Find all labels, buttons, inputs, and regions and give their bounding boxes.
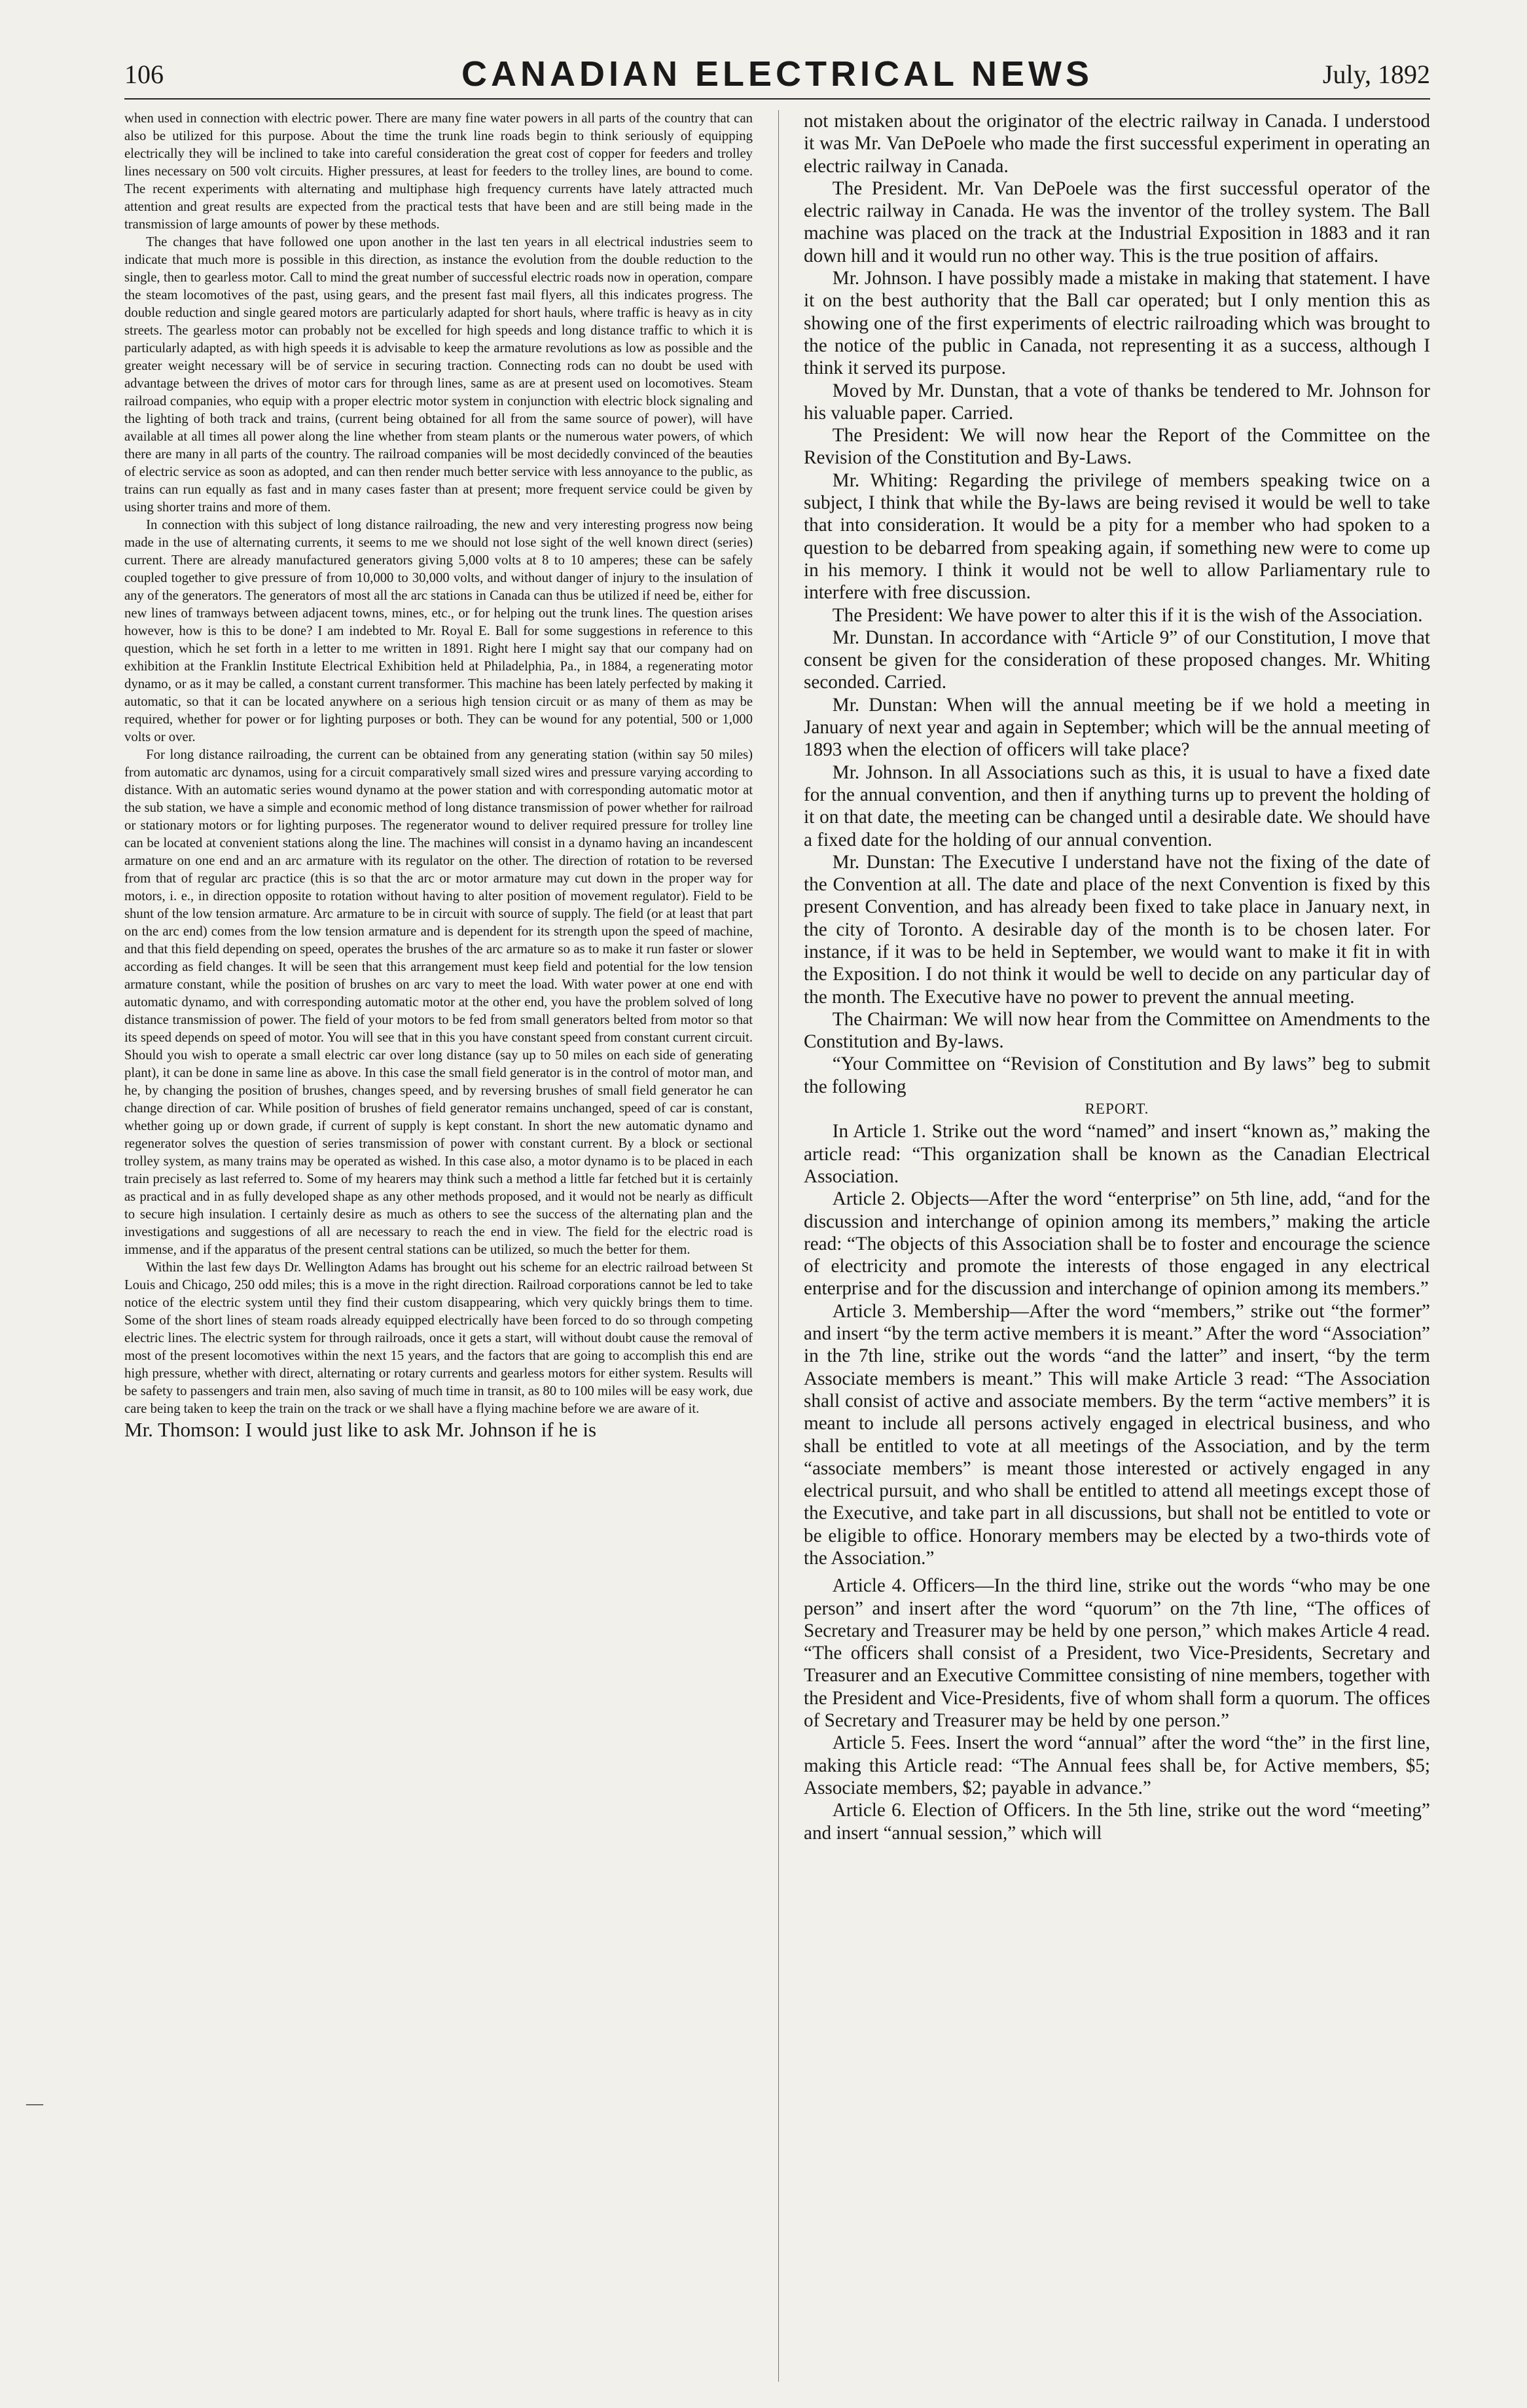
left-closing-line: Mr. Thomson: I would just like to ask Mr. Johnson if he is bbox=[124, 1418, 597, 1441]
page-number: 106 bbox=[124, 60, 164, 89]
right-paragraph: The President: We have power to alter this if it is the wish of the Association. bbox=[832, 604, 1423, 626]
masthead-title: CANADIAN ELECTRICAL NEWS bbox=[461, 54, 1093, 94]
report-article: Article 4. Officers—In the third line, strike out the words “who may be one person” and insert after the word “quorum” on the 7th line, “The offices of Secretary and Treasurer may be held by one person,” which makes Article 4 read. “The officers shall consist of a President, two Vice-Presidents, Secretary and Treasurer and an Executive Committee consisting of nine members, together with the President and Vice-Presidents, five of whom shall form a quorum. The offices of Secretary and Treasurer may be held by one person.” bbox=[804, 1575, 1430, 1732]
report-article: In Article 1. Strike out the word “named” and insert “known as,” making the article read: “This organization shall be known as the Canadian Electrical Association. bbox=[804, 1121, 1430, 1187]
right-paragraph: Mr. Whiting: Regarding the privilege of members speaking twice on a subject, I think that while the By-laws are being revised it would be well to take that into consideration. It would be a pity for a member who had spoken to a question to be debarred from speaking again, if something new were to come up in his memory. I think it would not be well to allow Parliamentary rule to interfere with free discussion. bbox=[804, 469, 1430, 604]
right-paragraph: Mr. Johnson. I have possibly made a mistake in making that statement. I have it on the best authority that the Ball car operated; but I only mention this as showing one of the first experiments of electric railroading which was brought to the notice of the public in Canada, not representing it as a success, although I think it served its purpose. bbox=[804, 268, 1430, 379]
page-header bbox=[124, 55, 1430, 100]
issue-date: July, 1892 bbox=[1322, 60, 1430, 89]
left-paragraph: For long distance railroading, the current can be obtained from any generating station (within say 50 miles) from automatic arc dynamos, using for a circuit comparatively small sized wires and pressure varying according to distance. With an automatic series wound dynamo at the power station and with corresponding automatic motor at the sub station, we have a simple and economic method of long distance transmission of power whether for railroad or stationary motors or for lighting purposes. The regenerator wound to deliver required pressure for trolley line can be located at convenient stations along the line. The machines will consist in a dynamo having an incandescent armature on one end and an arc armature with its regulator on the other. The direction of rotation to be reversed from that of regular arc practice (this is so that the arc or motor armature may cut down in the proper way for motors, i. e., in direction opposite to rotation without having to alter position of movement regulator). Field to be shunt of the low tension armature. Arc armature to be in circuit with source of supply. The field (or at least that part on the arc end) comes from the low tension armature and is dependent for its strength upon the speed of machine, and that this field depending on speed, operates the brushes of the arc armature so as to make it run faster or slower according as field changes. It will be seen that this arrangement must keep field and potential for the low tension armature constant, while the position of brushes on arc vary to meet the load. With water power at one end with automatic dynamo, and with corresponding automatic motor at the other end, you have the problem solved of long distance transmission of power. The field of your motors to be fed from small generators belted from motor so that its speed depends on speed of motor. You will see that in this you have constant speed from constant current circuit. Should you wish to operate a small electric car over long distance (say up to 50 miles on each side of generating plant), it can be done in same line as above. In this case the small field generator is in the control of motor man, and he, by changing the position of brushes, changes speed, and by reversing brushes of small field generator he can change direction of car. While position of brushes of field generator remains unchanged, speed of car is constant, whether going up or down grade, if current of supply is kept constant. In short the new automatic dynamo and regenerator solves the question of series transmission of power with constant current. By a block or sectional trolley system, as many trains may be operated as wished. In this case also, a motor dynamo is to be placed in each train precisely as last referred to. Some of my hearers may think such a method a little far fetched but it is certainly as practical and in as fully developed shape as any other methods proposed, and it would not be nearly as difficult to secure high insulation. I certainly desire as much as others to see the success of the alternating plan and the investigations and suggestions of all are necessary to reach the end in view. The field for the electric road is immense, and if the apparatus of the present central stations can be utilized, so much the better for them. bbox=[124, 748, 753, 1257]
column-divider bbox=[778, 110, 779, 2382]
left-paragraph: The changes that have followed one upon another in the last ten years in all electrical industries seem to indicate that much more is possible in this direction, as instance the evolution from the double reduction to the single, then to gearless motor. Call to mind the great number of successful electric roads now in operation, compare the steam locomotives of the past, using gears, and the present fast mail flyers, all this indicates progress. The double reduction and single geared motors are particularly adapted for short hauls, where traffic is heavy as in city streets. The gearless motor can probably not be excelled for high speeds and long distance traffic to which it is particularly adapted, as with high speeds it is advisable to keep the armature revolutions as low as possible and the greater weight necessary will be of service in securing traction. Connecting rods can no doubt be used with advantage between the drives of motor cars for through lines, same as are at present used on locomotives. Steam railroad companies, who equip with a proper electric motor system in conjunction with electric block signaling and the lighting of both track and trains, (current being obtained for all from the same source of power), will have available at all times all power along the line whether from steam plants or the numerous water powers, of which there are many in all parts of the country. The railroad companies will be most decidedly convinced of the beauties of electric service as soon as adopted, and can then render much better service with less annoyance to the public, as trains can run equally as fast and in many cases faster than at present; more frequent service could be given by using shorter trains and more of them. bbox=[124, 235, 753, 515]
right-paragraph: The Chairman: We will now hear from the Committee on Amendments to the Constitution and By-laws. bbox=[804, 1008, 1430, 1053]
right-paragraph: Mr. Johnson. In all Associations such as this, it is usual to have a fixed date for the annual convention, and then if anything turns up to prevent the holding of it on that date, the meeting can be changed until a desirable date. We should have a fixed date for the holding of our annual convention. bbox=[804, 761, 1430, 850]
report-article: Article 3. Membership—After the word “members,” strike out “the former” and insert “by the term active members it is meant.” After the word “Association” in the 7th line, strike out the words “and the latter” and insert, “by the term Associate members is meant.” This will make Article 3 read: “The Association shall consist of active and associate members. By the term “active members” it is meant to include all persons actively engaged in electrical business, and who shall be entitled to vote at all meetings of the Association, and by the term “associate members” is meant those interested or actively engaged in any electrical pursuit, and who shall be entitled to attend all meetings except those of the Executive, and take part in all discussions, but shall not be entitled to vote or be eligible to office. Honorary members may be elected by a two-thirds vote of the Association.” bbox=[804, 1300, 1430, 1569]
left-paragraph: Within the last few days Dr. Wellington Adams has brought out his scheme for an electric railroad between St Louis and Chicago, 250 odd miles; this is a move in the right direction. Railroad corporations cannot be led to take notice of the electric system until they find their custom disappearing, which very quickly brings them to time. Some of the short lines of steam roads already equipped electrically have been forced to do so through competing electric lines. The electric system for through railroads, once it gets a start, will without doubt cause the removal of most of the present locomotives within the next 15 years, and the factors that are going to accomplish this end are high pressure, whether with direct, alternating or rotary currents and gearless motors for either system. Results will be safety to passengers and train men, also saving of much time in transit, as 80 to 100 miles will be easy work, due care being taken to keep the train on the track or we shall have a flying machine before we are aware of it. bbox=[124, 1260, 753, 1416]
report-article: Article 6. Election of Officers. In the 5th line, strike out the word “meeting” and insert “annual session,” which will bbox=[804, 1800, 1430, 1844]
right-paragraph: Mr. Dunstan: When will the annual meeting be if we hold a meeting in January of next year and again in September; which will be the annual meeting of 1893 when the election of officers will take place? bbox=[804, 694, 1430, 761]
report-article: Article 5. Fees. Insert the word “annual” after the word “the” in the first line, making this Article read: “The Annual fees shall be, for Active members, $5; Associate members, $2; payable in advance.” bbox=[804, 1732, 1430, 1798]
right-paragraph: Mr. Dunstan: The Executive I understand have not the fixing of the date of the Convention at all. The date and place of the next Convention is fixed by this present Convention, and has already been fixed to take place in January next, in the city of Toronto. A desirable day of the month is to be chosen later. For instance, if it was to be held in September, we would want to make it fit in with the Exposition. I do not think it would be well to decide on any particular day of the month. The Executive have no power to prevent the annual meeting. bbox=[804, 851, 1430, 1008]
left-paragraph: In connection with this subject of long distance railroading, the new and very interesting progress now being made in the use of alternating currents, it seems to me we should not lose sight of the well known direct (series) current. There are already manufactured generators giving 5,000 volts at 8 to 10 amperes; these can be safely coupled together to give pressure of from 10,000 to 30,000 volts, and without danger of injury to the insulation of any of the generators. The generators of most all the arc stations in Canada can thus be utilized if need be, either for new lines of tramways between adjacent towns, mines, etc., or for helping out the trunk lines. The question arises however, how is this to be done? I am indebted to Mr. Royal E. Ball for some suggestions in reference to this question, which he set forth in a letter to me written in 1891. Right here I might say that our company had on exhibition at the Franklin Institute Electrical Exhibition held at Philadelphia, Pa., in 1884, a regenerating motor dynamo, or as it may be called, a constant current transformer. This machine has been lately perfected by making it automatic, so that it can be located anywhere on a serious high tension circuit or as many of them as may be required, whether for power or for lighting purposes or both. They can be wound for any potential, 500 or 1,000 volts or over. bbox=[124, 518, 753, 744]
right-paragraph: The President. Mr. Van DePoele was the first successful operator of the electric railway in Canada. He was the inventor of the trolley system. The Ball machine was placed on the track at the Industrial Exposition in 1883 and it ran down hill and it would run no other way. This is the true position of affairs. bbox=[804, 177, 1430, 266]
right-paragraph: Moved by Mr. Dunstan, that a vote of thanks be tendered to Mr. Johnson for his valuable paper. Carried. bbox=[804, 380, 1430, 424]
report-heading: REPORT. bbox=[1085, 1101, 1149, 1118]
right-column bbox=[804, 110, 1430, 1844]
margin-mark: — bbox=[26, 2094, 43, 2113]
right-paragraph: not mistaken about the originator of the electric railway in Canada. I understood it was Mr. Van DePoele who made the first successful experiment in operating an electric railway in Canada. bbox=[804, 111, 1430, 177]
report-article: Article 2. Objects—After the word “enterprise” on 5th line, add, “and for the discussion and interchange of opinion among its members,” making the article read: “The objects of this Association shall be to foster and encourage the science of electricity and promote the interests of those engaged in any electrical enterprise and for the discussion and interchange of opinion among its members.” bbox=[804, 1188, 1430, 1300]
left-column bbox=[124, 110, 753, 1441]
right-paragraph: “Your Committee on “Revision of Constitution and By laws” beg to submit the following bbox=[804, 1053, 1430, 1097]
right-paragraph: The President: We will now hear the Report of the Committee on the Revision of the Constitution and By-Laws. bbox=[804, 425, 1430, 469]
right-paragraph: Mr. Dunstan. In accordance with “Article 9” of our Constitution, I move that consent be given for the consideration of these proposed changes. Mr. Whiting seconded. Carried. bbox=[804, 627, 1430, 693]
left-paragraph: when used in connection with electric power. There are many fine water powers in all parts of the country that can also be utilized for this purpose. About the time the trunk line roads begin to think seriously of equipping electrically they will be inclined to take into careful consideration the great cost of copper for feeders and trolley lines necessary on 500 volt circuits. Higher pressures, at least for feeders to the trolley lines, are bound to come. The recent experiments with alternating and multiphase high frequency currents have lately attracted much attention and great results are expected from the practical tests that have been and are still being made in the transmission of large amounts of power by these methods. bbox=[124, 111, 753, 232]
